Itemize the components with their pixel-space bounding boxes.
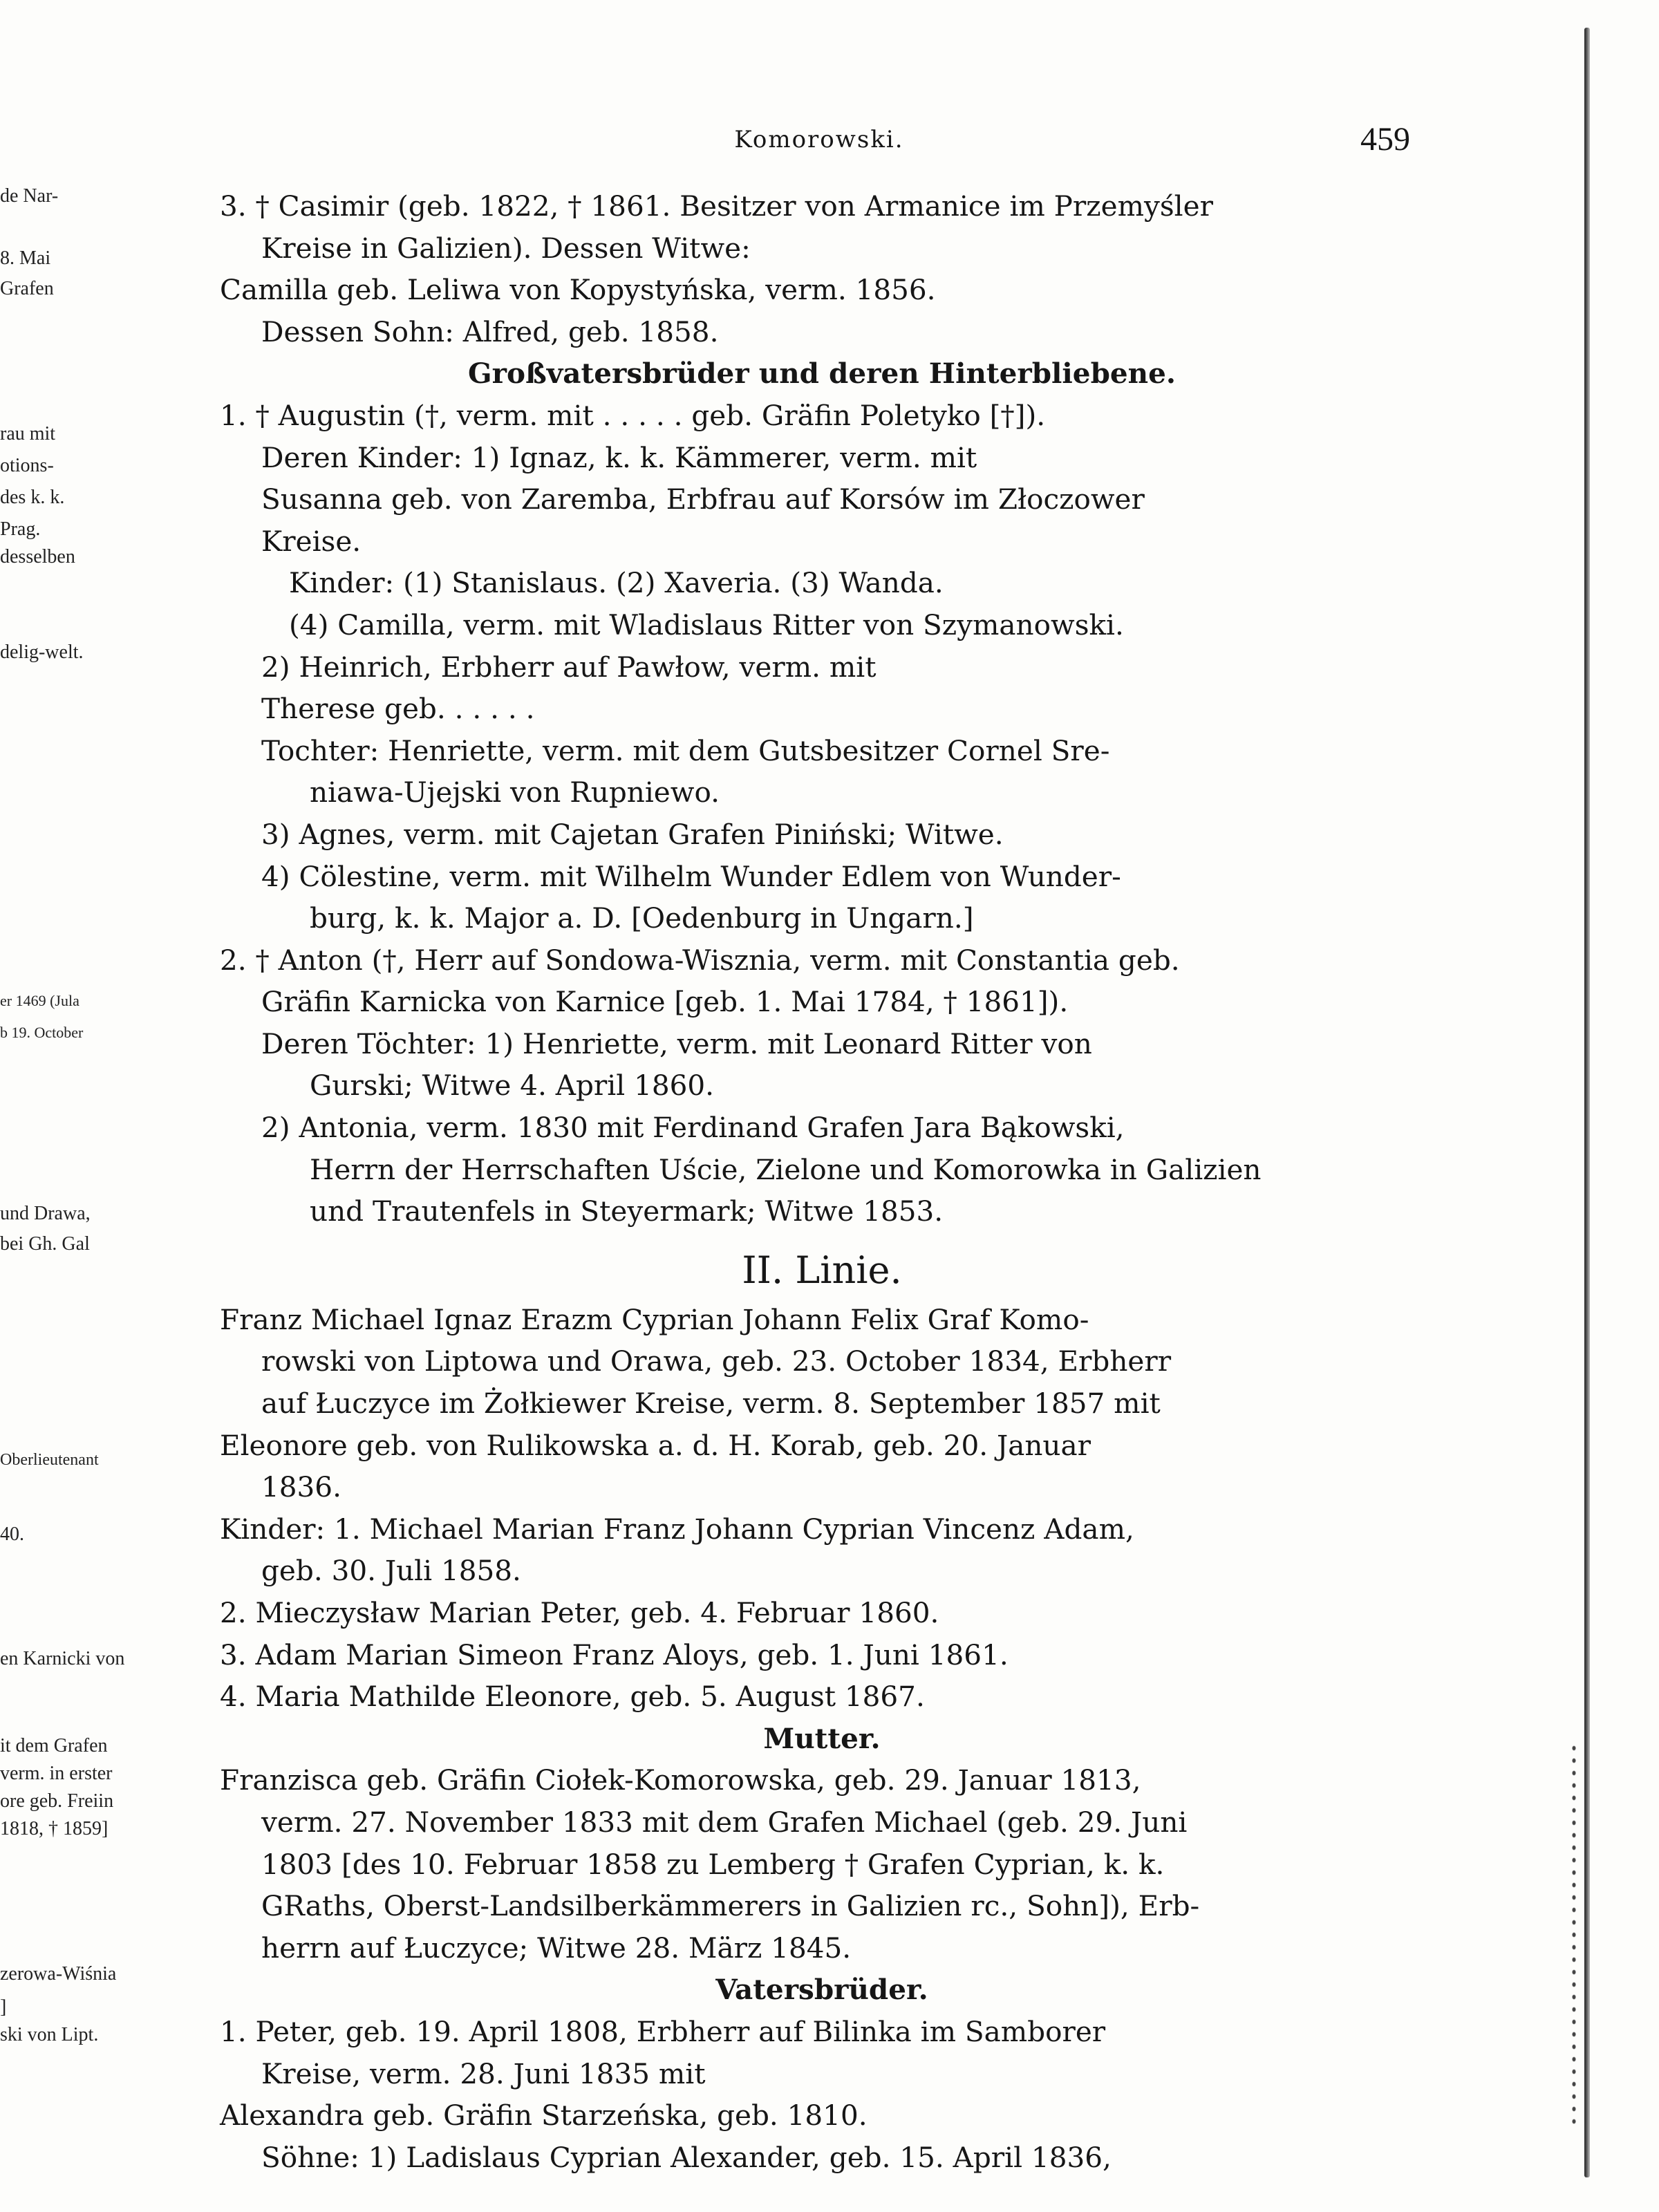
text-line: 4. Maria Mathilde Eleonore, geb. 5. August 1867. xyxy=(220,1680,925,1714)
running-head xyxy=(228,121,1410,167)
text-line: 3. † Casimir (geb. 1822, † 1861. Besitzer von Armanice im Przemyśler xyxy=(220,189,1213,223)
section-heading: Mutter. xyxy=(763,1721,881,1755)
text-line: 1. Peter, geb. 19. April 1808, Erbherr auf Bilinka im Samborer xyxy=(220,2014,1106,2048)
margin-fragment: desselben xyxy=(0,546,75,568)
text-line: 2. Mieczysław Marian Peter, geb. 4. Februar 1860. xyxy=(220,1596,939,1629)
margin-fragment: otions- xyxy=(0,455,54,476)
text-line: Franz Michael Ignaz Erazm Cyprian Johann Felix Graf Komo- xyxy=(220,1302,1089,1336)
running-title: Komorowski. xyxy=(734,126,904,153)
text-line: 2. † Anton (†, Herr auf Sondowa-Wisznia, verm. mit Constantia geb. xyxy=(220,943,1180,977)
text-line: 3) Agnes, verm. mit Cajetan Grafen Piniński; Witwe. xyxy=(261,817,1004,851)
text-line: GRaths, Oberst-Landsilberkämmerers in Galizien rc., Sohn]), Erb- xyxy=(261,1889,1200,1923)
text-line: auf Łuczyce im Żołkiewer Kreise, verm. 8. September 1857 mit xyxy=(261,1387,1161,1421)
text-line: herrn auf Łuczyce; Witwe 28. März 1845. xyxy=(261,1931,852,1965)
margin-fragment: des k. k. xyxy=(0,487,65,508)
text-line: Tochter: Henriette, verm. mit dem Gutsbesitzer Cornel Sre- xyxy=(261,733,1110,767)
text-line: Kreise in Galizien). Dessen Witwe: xyxy=(261,231,751,265)
margin-fragment: bei Gh. Gal xyxy=(0,1233,90,1255)
text-line: Therese geb. . . . . . xyxy=(261,692,535,726)
text-line: rowski von Liptowa und Orawa, geb. 23. October 1834, Erbherr xyxy=(261,1344,1172,1378)
text-line: 1. † Augustin (†, verm. mit . . . . . geb. Gräfin Poletyko [†]). xyxy=(220,398,1046,432)
text-line: Deren Töchter: 1) Henriette, verm. mit Leonard Ritter von xyxy=(261,1027,1092,1060)
margin-fragment: de Nar- xyxy=(0,185,59,207)
margin-fragment: ore geb. Freiin xyxy=(0,1790,114,1812)
text-line: und Trautenfels in Steyermark; Witwe 1853. xyxy=(310,1194,944,1228)
text-line: 2) Heinrich, Erbherr auf Pawłow, verm. mit xyxy=(261,650,877,684)
margin-fragment: 8. Mai xyxy=(0,247,51,269)
text-line: Kinder: 1. Michael Marian Franz Johann Cyprian Vincenz Adam, xyxy=(220,1512,1134,1546)
margin-fragment: ] xyxy=(0,1996,7,2018)
text-line: 1836. xyxy=(261,1470,341,1504)
text-line: 2) Antonia, verm. 1830 mit Ferdinand Grafen Jara Bąkowski, xyxy=(261,1111,1125,1145)
margin-fragment: Oberlieutenant xyxy=(0,1451,99,1469)
margin-fragment: er 1469 (Jula xyxy=(0,992,79,1009)
margin-fragment: und Drawa, xyxy=(0,1203,91,1224)
margin-fragment: en Karnicki von xyxy=(0,1648,125,1669)
margin-fragment: rau mit xyxy=(0,423,56,444)
section-heading: Großvatersbrüder und deren Hinterbliebene. xyxy=(468,357,1176,391)
margin-fragment: zerowa-Wiśnia xyxy=(0,1963,117,1985)
text-line: Franzisca geb. Gräfin Ciołek-Komorowska, geb. 29. Januar 1813, xyxy=(220,1763,1141,1797)
section-title: II. Linie. xyxy=(742,1248,902,1292)
text-line: Deren Kinder: 1) Ignaz, k. k. Kämmerer, verm. mit xyxy=(261,440,977,474)
text-line: burg, k. k. Major a. D. [Oedenburg in Ungarn.] xyxy=(310,901,974,935)
text-line: Kreise, verm. 28. Juni 1835 mit xyxy=(261,2056,706,2090)
text-line: Dessen Sohn: Alfred, geb. 1858. xyxy=(261,315,719,348)
page-body xyxy=(220,185,1424,2178)
margin-fragment: Prag. xyxy=(0,518,41,540)
text-line: Gurski; Witwe 4. April 1860. xyxy=(310,1069,715,1103)
text-line: Camilla geb. Leliwa von Kopystyńska, verm. 1856. xyxy=(220,273,936,307)
margin-fragment: it dem Grafen xyxy=(0,1735,108,1756)
margin-fragment: 40. xyxy=(0,1524,24,1545)
page-number: 459 xyxy=(1360,121,1410,158)
text-line: geb. 30. Juli 1858. xyxy=(261,1554,521,1588)
margin-fragment: Grafen xyxy=(0,278,54,299)
text-line: (4) Camilla, verm. mit Wladislaus Ritter von Szymanowski. xyxy=(289,608,1124,641)
text-line: Söhne: 1) Ladislaus Cyprian Alexander, geb. 15. April 1836, xyxy=(261,2140,1112,2174)
binding-edge xyxy=(1584,28,1590,2177)
text-line: 3. Adam Marian Simeon Franz Aloys, geb. 1. Juni 1861. xyxy=(220,1638,1009,1671)
text-line: 4) Cölestine, verm. mit Wilhelm Wunder Edlem von Wunder- xyxy=(261,859,1121,893)
margin-fragment: 1818, † 1859] xyxy=(0,1818,109,1839)
text-line: 1803 [des 10. Februar 1858 zu Lemberg † Grafen Cyprian, k. k. xyxy=(261,1847,1165,1881)
text-line: Susanna geb. von Zaremba, Erbfrau auf Korsów im Złoczower xyxy=(261,482,1145,516)
margin-fragment: ski von Lipt. xyxy=(0,2024,99,2045)
binding-dots xyxy=(1569,1742,1582,2129)
text-line: Kreise. xyxy=(261,524,362,558)
text-line: Kinder: (1) Stanislaus. (2) Xaveria. (3) Wanda. xyxy=(289,566,944,600)
text-line: Alexandra geb. Gräfin Starzeńska, geb. 1810. xyxy=(220,2099,868,2133)
text-line: niawa-Ujejski von Rupniewo. xyxy=(310,776,720,809)
text-line: Eleonore geb. von Rulikowska a. d. H. Korab, geb. 20. Januar xyxy=(220,1428,1091,1462)
margin-fragment: verm. in erster xyxy=(0,1763,113,1784)
section-heading: Vatersbrüder. xyxy=(715,1973,928,2007)
text-line: Herrn der Herrschaften Uście, Zielone und Komorowka in Galizien xyxy=(310,1152,1262,1186)
text-line: Gräfin Karnicka von Karnice [geb. 1. Mai 1784, † 1861]). xyxy=(261,985,1069,1019)
text-line: verm. 27. November 1833 mit dem Grafen Michael (geb. 29. Juni xyxy=(261,1805,1188,1839)
margin-fragment: delig-welt. xyxy=(0,641,84,663)
margin-fragment: b 19. October xyxy=(0,1024,84,1041)
